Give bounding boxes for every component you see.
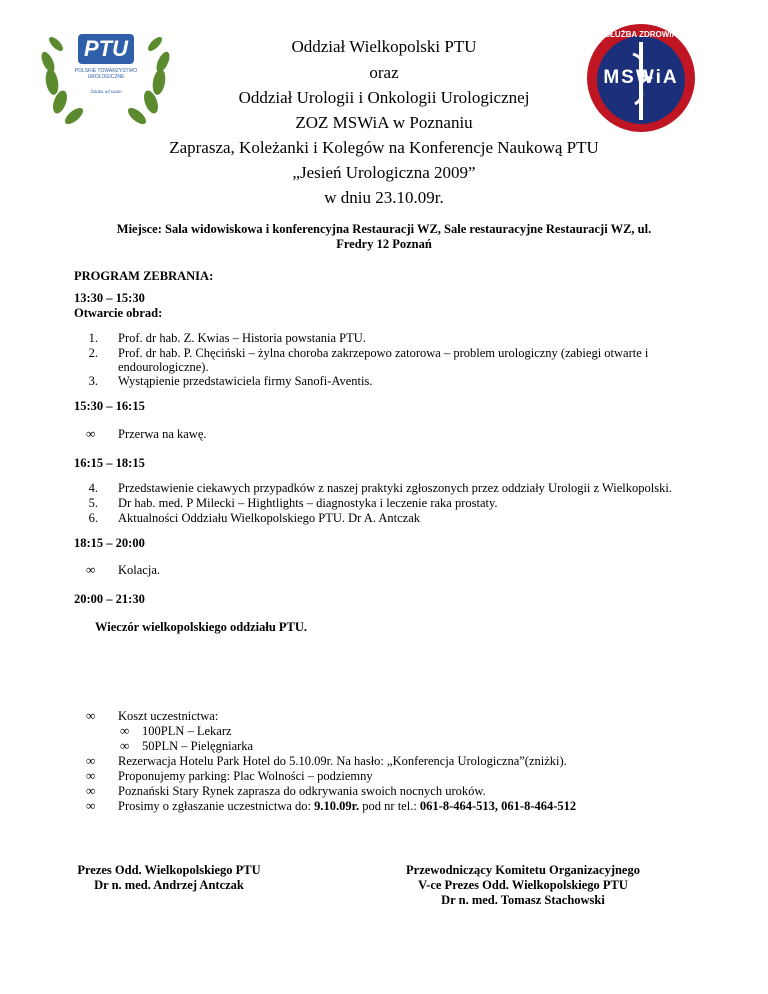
program-title: PROGRAM ZEBRANIA: [74, 269, 214, 283]
block1-time: 13:30 – 15:30 [74, 291, 145, 305]
header-line-7: w dniu 23.10.09r. [324, 188, 444, 207]
ptu-logo-name: PTU [84, 36, 128, 61]
header-line-4: ZOZ MSWiA w Poznaniu [295, 113, 473, 132]
ptu-logo-sub1: POLSKIE TOWARZYSTWO [74, 68, 138, 74]
signature-left-name: Dr n. med. Andrzej Antczak [94, 878, 244, 892]
header-line-3: Oddział Urologii i Onkologii Urologicznej [238, 88, 530, 107]
venue-line-1: Miejsce: Sala widowiskowa i konferencyjna Restauracji WZ, Sale restauracyjne Restauracji WZ, ul. [116, 222, 652, 236]
ptu-logo-motto: Sztuka ad usum [90, 90, 122, 95]
block5-item: Wieczór wielkopolskiego oddziału PTU. [95, 620, 308, 634]
header-line-1: Oddział Wielkopolski PTU [291, 37, 477, 56]
bullet-icon: ∞ [86, 426, 96, 441]
header-line-2: oraz [369, 63, 399, 82]
bullet-icon: ∞ [120, 723, 130, 738]
block5-time: 20:00 – 21:30 [74, 592, 145, 606]
bullet-icon: ∞ [86, 768, 96, 783]
block3-time: 16:15 – 18:15 [74, 456, 145, 470]
mswia-logo-arc: SŁUŻBA ZDROWIA [604, 30, 678, 39]
venue-line-2: Fredry 12 Poznań [336, 237, 432, 251]
bullet-icon: ∞ [120, 738, 130, 753]
ptu-logo-sub2: UROLOGICZNE [87, 74, 125, 80]
bullet-icon: ∞ [86, 798, 96, 813]
bullet-icon: ∞ [86, 783, 96, 798]
header-line-5: Zaprasza, Koleżanki i Kolegów na Konferencje Naukową PTU [169, 138, 599, 157]
block1-title: Otwarcie obrad: [74, 306, 163, 320]
signature-right-title: Przewodniczący Komitetu Organizacyjnego [406, 863, 640, 877]
header-line-6: „Jesień Urologiczna 2009” [292, 163, 476, 182]
signature-right-name: Dr n. med. Tomasz Stachowski [441, 893, 605, 907]
bullet-icon: ∞ [86, 753, 96, 768]
signature-right-subtitle: V-ce Prezes Odd. Wielkopolskiego PTU [418, 878, 628, 892]
bullet-icon: ∞ [86, 562, 96, 577]
mswia-logo-name: MSWiA [603, 67, 679, 88]
signature-left-title: Prezes Odd. Wielkopolskiego PTU [77, 863, 261, 877]
bullet-icon: ∞ [86, 708, 96, 723]
block2-time: 15:30 – 16:15 [74, 399, 145, 413]
block4-time: 18:15 – 20:00 [74, 536, 145, 550]
